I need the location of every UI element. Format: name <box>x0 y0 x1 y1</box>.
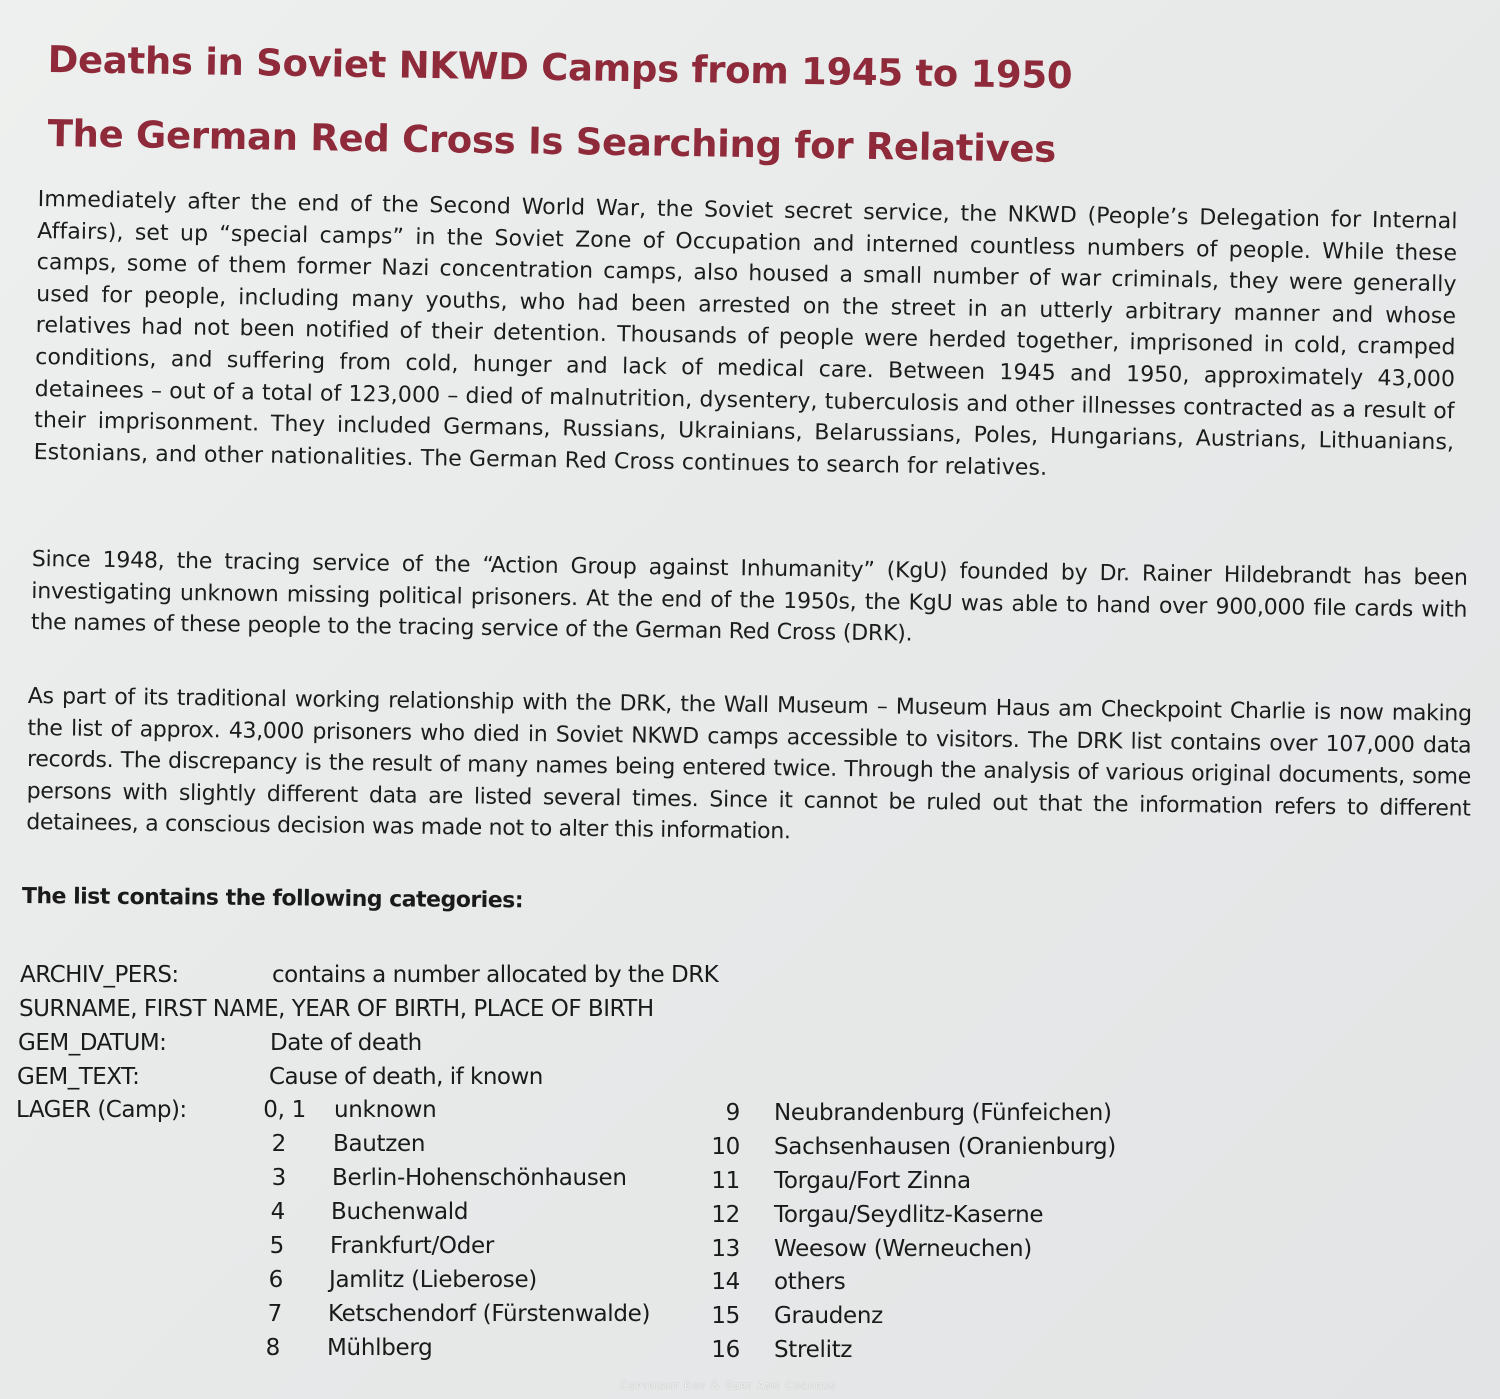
camp-number: 7 <box>267 1301 282 1327</box>
copyright-watermark: Copyright Roy & Bert Ann Cochrun <box>620 1379 837 1392</box>
list-heading: The list contains the following categories: <box>21 884 524 914</box>
camp-name: Bautzen <box>333 1131 426 1157</box>
category-key: ARCHIV_PERS: <box>20 962 179 988</box>
paragraph-museum: As part of its traditional working relationship with the DRK, the Wall Museum – Museum Haus am Checkpoint Charlie is now making the list of approx. 43,000 prisoners who died in Soviet NKWD camps accessible to visitors. The DRK list contains over 107,000 data records. The discrepancy is the result of many names being entered twice. Through the analysis of various original documents, some persons with slightly different data are listed several times. Since it cannot be ruled out that the information refers to different detainees, a conscious decision was made not to alter this information. <box>26 683 1472 845</box>
category-value: Cause of death, if known <box>269 1064 543 1090</box>
camp-number: 14 <box>711 1269 740 1295</box>
camp-number: 8 <box>265 1335 280 1361</box>
category-value: contains a number allocated by the DRK <box>272 962 719 988</box>
category-key: SURNAME, FIRST NAME, YEAR OF BIRTH, PLACE OF BIRTH <box>19 996 654 1022</box>
camp-number: 10 <box>711 1134 740 1160</box>
camp-number: 6 <box>268 1267 283 1293</box>
camp-name: Weesow (Werneuchen) <box>774 1236 1032 1262</box>
camp-number: 9 <box>725 1100 740 1126</box>
camp-number: 11 <box>711 1168 740 1194</box>
camp-number: 5 <box>269 1233 284 1259</box>
category-row <box>20 962 820 992</box>
camp-name: Graudenz <box>774 1303 883 1329</box>
category-row <box>18 1030 818 1060</box>
camp-name: others <box>774 1269 846 1295</box>
camp-name: Sachsenhausen (Oranienburg) <box>774 1134 1116 1160</box>
camp-name: Frankfurt/Oder <box>330 1233 495 1259</box>
camp-number: 3 <box>271 1165 286 1191</box>
camp-name: Strelitz <box>774 1337 853 1363</box>
category-value: Date of death <box>270 1030 422 1056</box>
category-row <box>17 1064 817 1094</box>
camp-name: Torgau/Fort Zinna <box>774 1168 971 1194</box>
page-title: Deaths in Soviet NKWD Camps from 1945 to 1950 <box>47 38 1073 98</box>
page-subtitle: The German Red Cross Is Searching for Relatives <box>47 112 1057 171</box>
category-row <box>19 996 819 1026</box>
camp-name: Buchenwald <box>331 1199 469 1225</box>
category-key: GEM_DATUM: <box>18 1030 167 1056</box>
paragraph-kgu: Since 1948, the tracing service of the “Action Group against Inhumanity” (KgU) founded by Dr. Rainer Hildebrandt has been investigating unknown missing political prisoners. At the end of the 1950s, the KgU was able to hand over 900,000 file cards with the names of these people to the tracing service of the German Red Cross (DRK). <box>30 546 1468 647</box>
camp-name: Torgau/Seydlitz-Kaserne <box>774 1202 1044 1228</box>
camp-name: unknown <box>334 1097 437 1123</box>
category-key: LAGER (Camp): <box>16 1097 187 1123</box>
camp-name: Jamlitz (Lieberose) <box>329 1267 537 1293</box>
camp-number: 16 <box>711 1337 740 1363</box>
camp-name: Ketschendorf (Fürstenwalde) <box>328 1301 651 1327</box>
camp-number: 13 <box>711 1236 740 1262</box>
camp-name: Neubrandenburg (Fünfeichen) <box>774 1100 1112 1126</box>
camp-name: Mühlberg <box>327 1335 433 1361</box>
camp-number: 4 <box>270 1199 285 1225</box>
camp-number: 12 <box>711 1202 740 1228</box>
camp-number: 15 <box>711 1303 740 1329</box>
category-key: GEM_TEXT: <box>17 1064 140 1090</box>
camp-number: 2 <box>271 1131 286 1157</box>
camp-name: Berlin-Hohenschönhausen <box>332 1165 627 1191</box>
camp-number: 0, 1 <box>263 1097 306 1123</box>
paragraph-history: Immediately after the end of the Second World War, the Soviet secret service, the NKWD (People’s Delegation for Internal Affairs), set up “special camps” in the Soviet Zone of Occupation and interned countless numbers of people. While these camps, some of them former Nazi concentration camps, also housed a small number of war criminals, they were generally used for people, including many youths, who had been arrested on the street in an utterly arbitrary manner and whose relatives had not been notified of their detention. Thousands of people were herded together, imprisoned in cold, cramped conditions, and suffering from cold, hunger and lack of medical care. Between 1945 and 1950, approximately 43,000 detainees – out of a total of 123,000 – died of malnutrition, dysentery, tuberculosis and other illnesses contracted as a result of their imprisonment. They included Germans, Russians, Ukrainians, Belarussians, Poles, Hungarians, Austrians, Lithuanians, Estonians, and other nationalities. The German Red Cross continues to search for relatives. <box>33 186 1458 481</box>
